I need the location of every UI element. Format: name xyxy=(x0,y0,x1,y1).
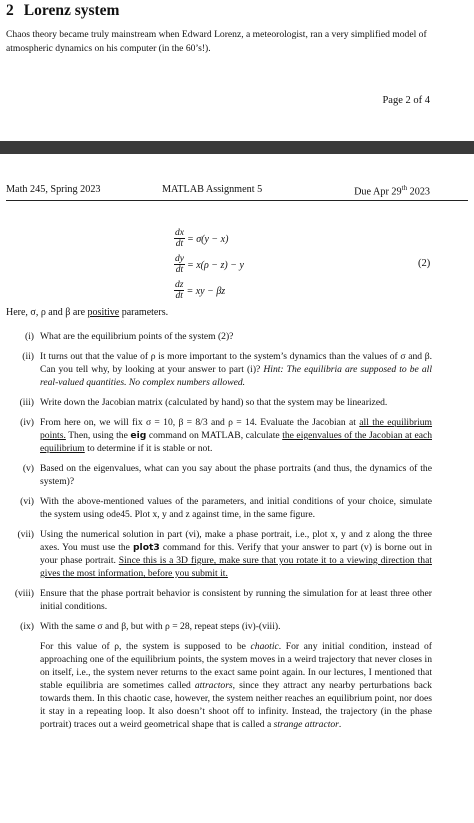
item-label: (ix) xyxy=(20,621,34,632)
due-sup: th xyxy=(401,184,408,192)
equation-rhs: = xy − βz xyxy=(186,285,226,297)
item-text-part: Then, using the xyxy=(65,430,131,441)
item-label: (iii) xyxy=(19,397,34,408)
item-label: (iv) xyxy=(20,417,34,428)
equation-rhs: = σ(y − x) xyxy=(186,233,229,245)
course-label: Math 245, Spring 2023 xyxy=(6,184,101,195)
item-text-part: to determine if it is stable or not. xyxy=(84,443,213,454)
item-label: (v) xyxy=(22,463,34,474)
matlab-command: plot3 xyxy=(132,542,160,553)
item-underlined: Since this is a 3D figure, make sure that you rotate it to a viewing direction that gives the most information, before you submit it. xyxy=(40,555,432,579)
page-number: Page 2 of 4 xyxy=(382,95,430,106)
equation-row xyxy=(174,278,244,304)
item-underlined: all the equilibrium points. xyxy=(40,417,433,441)
question-item xyxy=(6,528,432,580)
frac-numerator: dy xyxy=(175,254,184,264)
due-prefix: Due Apr 29 xyxy=(354,186,402,198)
equation-system xyxy=(174,226,244,304)
derivative-fraction xyxy=(174,254,185,276)
parameters-note xyxy=(6,307,168,318)
item-emphasis: strange attractor xyxy=(273,719,339,730)
equation-row xyxy=(174,226,244,252)
section-number: 2 xyxy=(6,2,14,19)
question-item xyxy=(6,462,432,488)
question-item xyxy=(6,587,432,613)
equation-row xyxy=(174,252,244,278)
item-text: Based on the eigenvalues, what can you say about the phase portraits (and thus, the dynamics of the system)? xyxy=(40,463,432,487)
item-continuation xyxy=(40,640,432,731)
item-text-part: command for this. Verify that your answer to part (v) is borne out in your phase portrait. xyxy=(40,542,433,566)
item-label: (vii) xyxy=(17,529,34,540)
equation-rhs: = x(ρ − z) − y xyxy=(186,259,244,271)
due-date xyxy=(354,184,430,197)
frac-denominator: dt xyxy=(175,291,183,301)
item-text: With the same σ and β, but with ρ = 28, repeat steps (iv)-(viii). xyxy=(40,621,281,632)
question-item xyxy=(6,350,432,389)
derivative-fraction xyxy=(174,228,185,250)
item-text-part: . xyxy=(338,719,342,730)
params-suffix: parameters. xyxy=(119,307,169,318)
due-year: 2023 xyxy=(409,186,430,198)
question-item xyxy=(6,416,432,455)
question-item xyxy=(6,330,432,343)
item-text-part: Using the numerical solution in part (vi), make a phase portrait, i.e., plot x, y and z along the three axes. You must use the xyxy=(40,529,432,553)
item-text: With the above-mentioned values of the parameters, and initial conditions of your choice, simulate the system using ode45. Plot x, y and z against time, in the same figure. xyxy=(40,496,432,520)
page-divider-bar xyxy=(0,141,474,154)
item-emphasis: attractors xyxy=(194,680,233,691)
item-label: (i) xyxy=(24,331,34,342)
equation-number: (2) xyxy=(418,258,431,269)
item-text xyxy=(40,350,432,389)
item-text xyxy=(40,528,432,580)
params-underlined: positive xyxy=(87,307,120,318)
item-text-part: , since they attract any nearby perturbations back towards them. In this chaotic case, however, the system neither reaches an equilibrium point, nor does it stay in a repeating loop. It also doesn’t shoot off to infinity. Instead, the trajectory (in the phase portrait) traces out a weird geometrical shape that is called a xyxy=(40,680,432,730)
item-text: Write down the Jacobian matrix (calculated by hand) so that the system may be linearized. xyxy=(40,397,388,408)
derivative-fraction xyxy=(174,280,184,302)
item-text-part: From here on, we will fix σ = 10, β = 8/3 and ρ = 14. Evaluate the Jacobian at xyxy=(40,417,360,428)
item-text-part: command on MATLAB, calculate xyxy=(146,430,283,441)
frac-denominator: dt xyxy=(175,239,184,249)
item-text: Ensure that the phase portrait behavior is consistent by running the simulation for at least three other initial conditions. xyxy=(40,588,432,612)
intro-paragraph: Chaos theory became truly mainstream when Edward Lorenz, a meteorologist, ran a very simplified model of atmospheric dynamics on his computer (in the 60’s!). xyxy=(6,29,427,54)
assignment-label: MATLAB Assignment 5 xyxy=(162,184,263,195)
section-title xyxy=(6,2,119,20)
section-title-text: Lorenz system xyxy=(23,2,120,19)
item-text: What are the equilibrium points of the system (2)? xyxy=(40,331,234,342)
item-emphasis: chaotic xyxy=(250,641,279,652)
matlab-command: eig xyxy=(130,430,147,441)
frac-denominator: dt xyxy=(175,265,184,275)
frac-numerator: dz xyxy=(175,280,184,290)
item-text-part: For this value of ρ, the system is supposed to be xyxy=(40,641,251,652)
item-text xyxy=(40,416,432,455)
params-prefix: Here, σ, ρ and β are xyxy=(6,307,88,318)
question-item xyxy=(6,495,432,521)
item-label: (vi) xyxy=(20,496,34,507)
item-text-main: It turns out that the value of ρ is more important to the system’s dynamics than the values of σ and β. Can you tell why, by looking at your answer to part (i)? xyxy=(40,351,432,375)
frac-numerator: dx xyxy=(175,228,184,238)
question-item xyxy=(6,620,432,731)
question-item xyxy=(6,396,432,409)
item-text-part: . For any initial condition, instead of approaching one of the equilibrium points, the system moves in a weird trajectory that never closes in on itself, i.e., the system never returns to the exact same point again. In our lectures, I mentioned that stable equilibria are sometimes called xyxy=(40,641,433,691)
question-list xyxy=(6,330,432,738)
item-underlined: the eigenvalues of the Jacobian at each equilibrium xyxy=(40,430,433,454)
header-rule xyxy=(6,200,468,201)
item-hint: Hint: The equilibria are supposed to be all real-valued quantities. No complex numbers allowed. xyxy=(40,364,432,388)
item-label: (ii) xyxy=(22,351,34,362)
item-label: (viii) xyxy=(14,588,34,599)
